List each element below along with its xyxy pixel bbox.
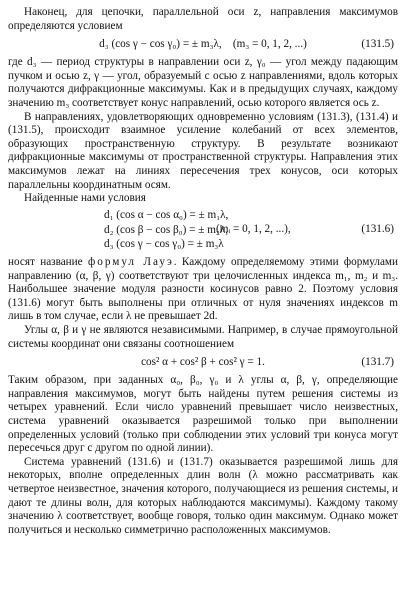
equation-131-7	[8, 354, 398, 370]
equation-131-5	[8, 36, 398, 52]
paragraph-8: Система уравнений (131.6) и (131.7) оказывается разрешимой лишь для некоторых, вполне определенных длин волн (λ можно рассматривать как четвертое неизвестное, значения которого, получающиеся из решения системы, и дают те длины волн, для которых наблюдаются максимумы). Каждому такому значению λ соответствует, вообще говоря, только один максимум. Однако может получиться и несколько симметрично расположенных максимумов.	[8, 455, 398, 536]
equation-131-6-row: d₂ (cos β − cos β₀) = ± m₂λ,	[104, 223, 229, 236]
equation-131-6-row: d₃ (cos γ − cos γ₀) = ± m₃λ	[104, 238, 224, 251]
laue-formulas-term: формул Лауэ	[87, 256, 174, 269]
equation-131-6-number: (131.6)	[361, 222, 394, 235]
paragraph-1: Наконец, для цепочки, параллельной оси z, направления максимумов определяются условием	[8, 6, 398, 32]
equation-131-5-condition: (m₃ = 0, 1, 2, ...)	[232, 38, 307, 51]
paragraph-5	[8, 256, 398, 324]
equation-131-6	[8, 208, 398, 252]
paragraph-5-prefix: носят название	[8, 256, 88, 269]
equation-131-6-condition: (mᵢ = 0, 1, 2, ...),	[216, 222, 291, 235]
paragraph-5-rest: . Каждому определяемому этими формулами направлению (α, β, γ) соответствуют три целочисленных индекса m₁, m₂ и m₃. Наибольшее значение модуля разности косинусов равно 2. Поэтому условия (131.6) могут быть выполнены при отличных от нуля значениях индексов m лишь в том случае, если λ не превышает 2d.	[8, 256, 398, 323]
paragraph-6: Углы α, β и γ не являются независимыми. Например, в случае прямоугольной системы координат они связаны соотношением	[8, 324, 398, 350]
equation-131-7-number: (131.7)	[361, 356, 394, 369]
paragraph-4: Найденные нами условия	[24, 192, 146, 205]
document-page	[8, 6, 398, 537]
equation-131-5-number: (131.5)	[361, 38, 394, 51]
equation-131-6-row: d₁ (cos α − cos α₀) = ± m₁λ,	[104, 208, 229, 221]
equation-131-5-formula: d₃ (cos γ − cos γ₀) = ± m₃λ,	[99, 38, 222, 51]
equation-131-7-formula: cos² α + cos² β + cos² γ = 1.	[141, 356, 265, 369]
paragraph-2: где d₃ — период структуры в направлении оси z, γ₀ — угол между падающим пучком и осью z, γ — угол, образуемый с осью z направлениями, вдоль которых получаются дифракционные максимумы. Как и в предыдущих случаях, каждому значению m₃ соответствует конус направлений, осью которого является ось z.	[8, 56, 398, 109]
paragraph-3: В направлениях, удовлетворяющих одновременно условиям (131.3), (131.4) и (131.5), происходит взаимное усиление колебаний от всех элементов, образующих пространственную структуру. В результате возникают дифракционные максимумы от пространственной структуры. Направления этих максимумов лежат на линиях пересечения трех конусов, оси которых параллельны координатным осям.	[8, 110, 398, 191]
paragraph-7: Таким образом, при заданных α₀, β₀, γ₀ и λ углы α, β, γ, определяющие направления максимумов, могут быть найдены путем решения системы из четырех уравнений. Если число уравнений превышает число неизвестных, система уравнений оказывается разрешимой только при выполнении определенных условий (только при соблюдении этих условий три конуса могут пересечься друг с другом по одной линии).	[8, 374, 398, 455]
